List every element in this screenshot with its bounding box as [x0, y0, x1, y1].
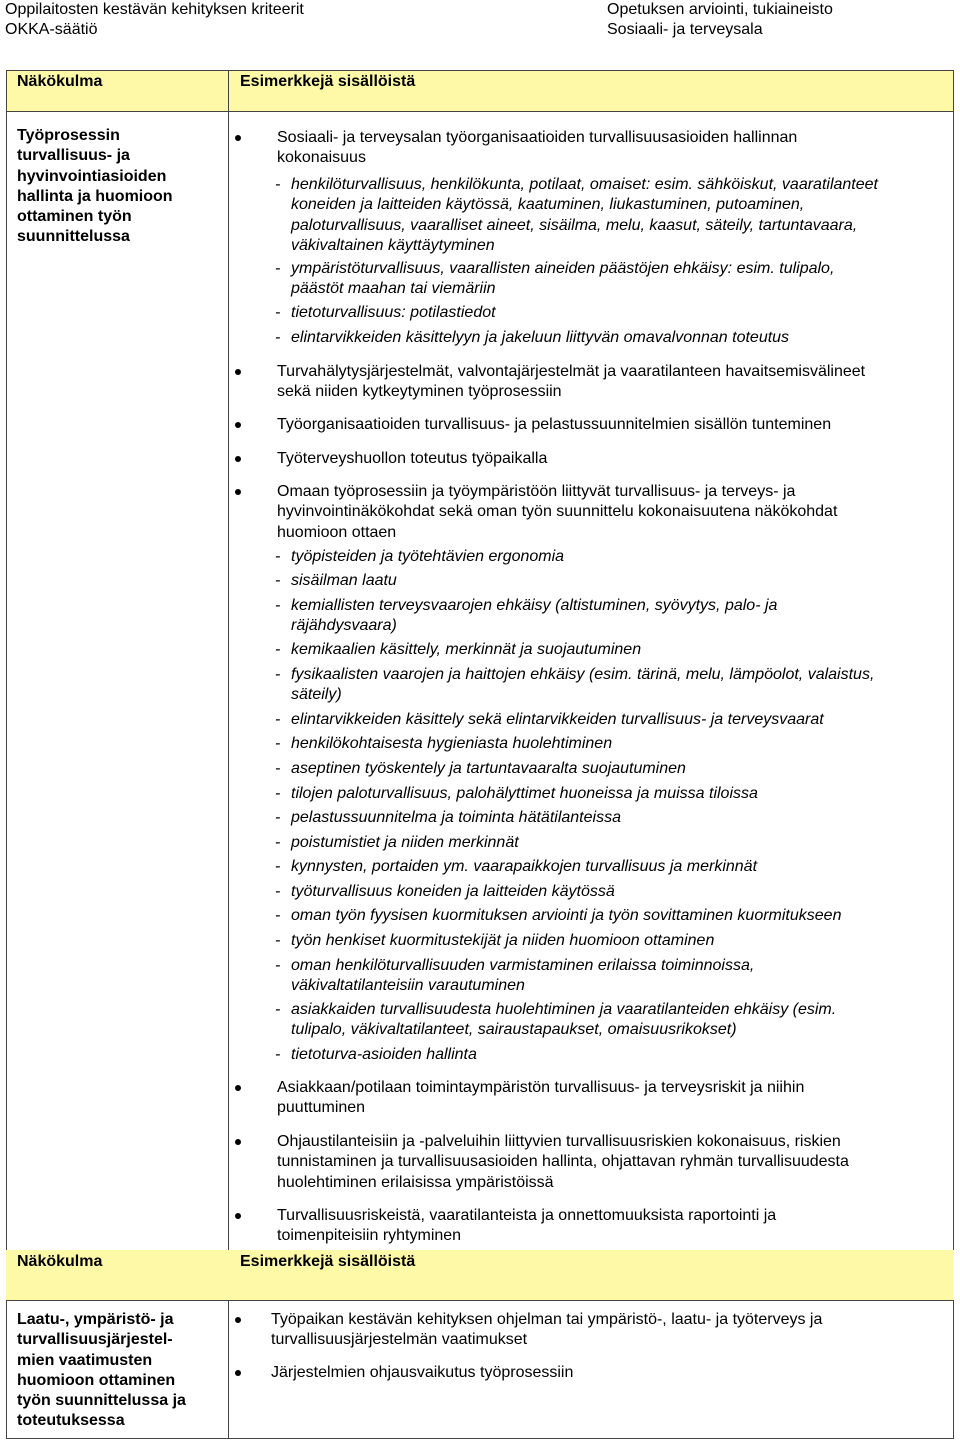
bullet-icon: [235, 135, 241, 141]
table2-border-right: [953, 1300, 954, 1439]
table1-row-title: [17, 126, 173, 248]
row-title-line: huomioon ottaminen: [17, 1371, 176, 1389]
header-criteria-title: Oppilaitosten kestävän kehityksen kriteerit: [5, 1, 304, 18]
table2-row-title: [17, 1310, 186, 1432]
row-title-line: hallinta ja huomioon: [17, 187, 173, 205]
bullet-icon: [235, 369, 241, 375]
header-doc-type: Opetuksen arviointi, tukiaineisto: [607, 1, 833, 18]
table1-border-left: [6, 70, 7, 1250]
bullet-icon: [235, 1317, 241, 1323]
table2-col2-header: Esimerkkejä sisällöistä: [240, 1253, 416, 1270]
table2-col1-header: Näkökulma: [17, 1253, 103, 1270]
document-header-left: [5, 0, 304, 40]
bullet-icon: [235, 456, 241, 462]
row-title-line: ottaminen työn: [17, 208, 132, 226]
bullet-icon: [235, 1139, 241, 1145]
row-title-line: suunnittelussa: [17, 228, 130, 246]
table1-col1-header: Näkökulma: [17, 73, 103, 90]
table1-border-top: [6, 70, 954, 71]
table2-border-bottom: [6, 1438, 954, 1439]
bullet-icon: [235, 1213, 241, 1219]
bullet-icon: [235, 1370, 241, 1376]
list-item-text: Sosiaali- ja terveysalan työorganisaatioiden turvallisuusasioiden hallinnan kokonaisuus: [277, 129, 798, 167]
row-title-line: mien vaatimusten: [17, 1351, 153, 1369]
bullet-icon: [235, 1085, 241, 1091]
row-title-line: Työprosessin: [17, 127, 120, 144]
table2-border-header-bottom: [6, 1300, 954, 1301]
header-field: Sosiaali- ja terveysala: [607, 21, 763, 38]
table2-header-row: [6, 1250, 953, 1300]
table2-border-mid: [228, 1300, 229, 1439]
table1-border-mid: [228, 70, 229, 1250]
row-title-line: toteutuksessa: [17, 1412, 125, 1430]
table2-border-left: [6, 1300, 7, 1439]
table1-border-right: [953, 70, 954, 1250]
bullet-icon: [235, 422, 241, 428]
table1-border-header-bottom: [6, 111, 954, 112]
table1-col2-header: Esimerkkejä sisällöistä: [240, 73, 416, 90]
row-title-line: hyvinvointiasioiden: [17, 167, 167, 185]
row-title-line: Laatu-, ympäristö- ja: [17, 1311, 174, 1328]
document-header-right: [607, 0, 833, 40]
row-title-line: turvallisuusjärjestel-: [17, 1331, 173, 1349]
table1-header-row: [6, 70, 953, 111]
row-title-line: työn suunnittelussa ja: [17, 1392, 186, 1410]
bullet-icon: [235, 489, 241, 495]
row-title-line: turvallisuus- ja: [17, 147, 130, 165]
header-organization: OKKA-säätiö: [5, 21, 98, 38]
